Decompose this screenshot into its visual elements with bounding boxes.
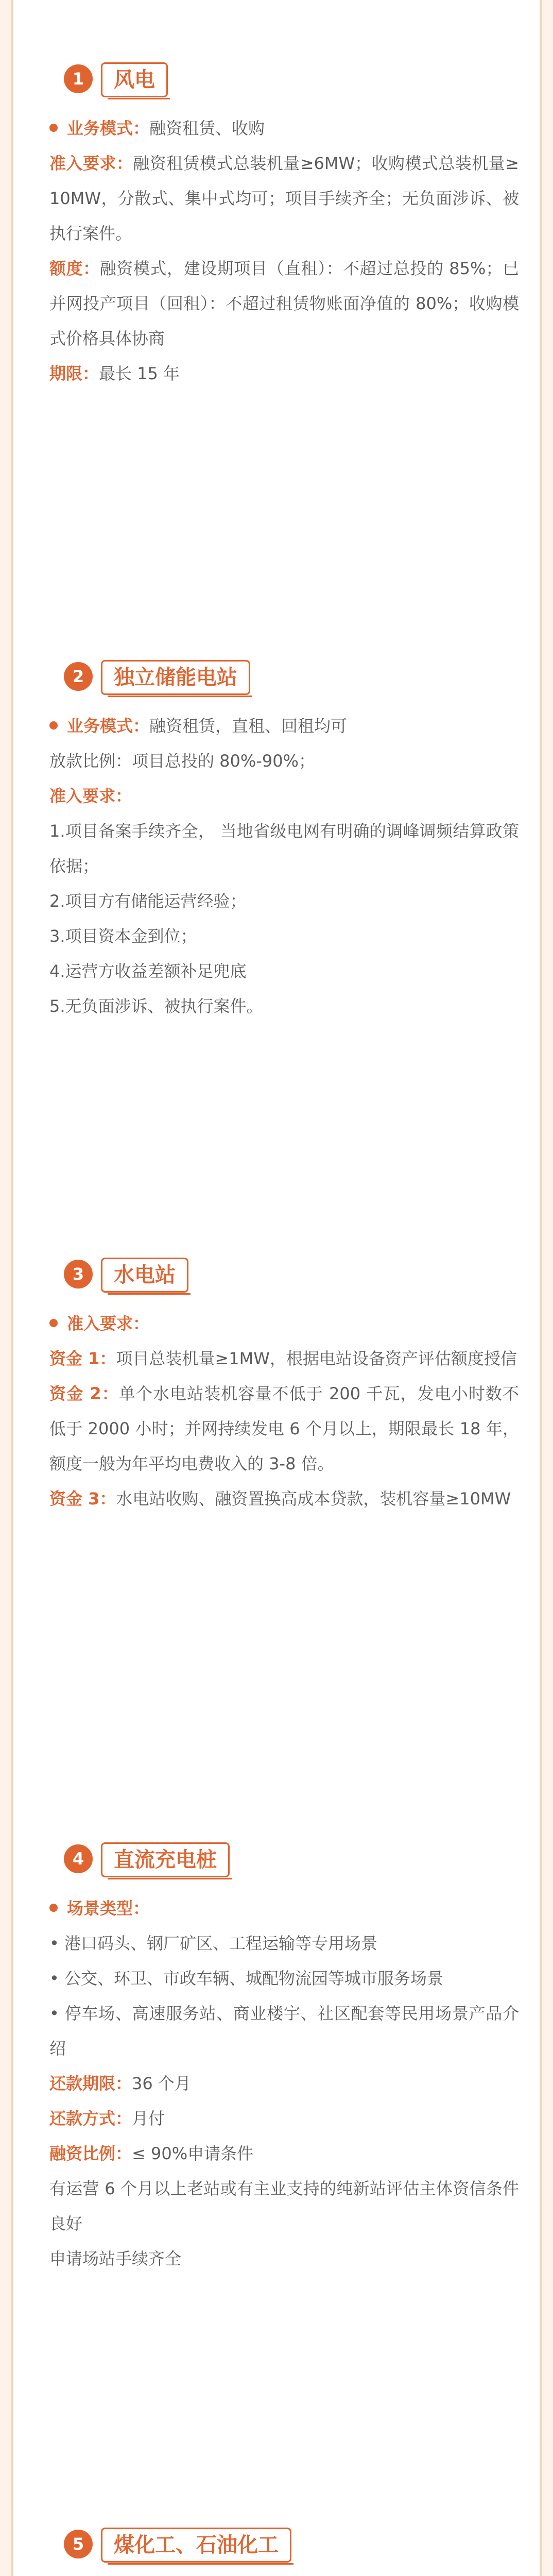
list-item: 1.项目备案手续齐全， 当地省级电网有明确的调峰调频结算政策依据； [49, 821, 519, 876]
text-business-mode: 融资租赁，直租、回租均可 [149, 716, 348, 736]
section-header [49, 59, 519, 99]
text-fund-3: 水电站收购、融资置换高成本贷款，装机容量≥10MW [116, 1489, 511, 1509]
list-item: • 停车场、高速服务站、商业楼宇、社区配套等民用场景产品介绍 [49, 2004, 519, 2058]
section-number-badge: 5 [64, 2530, 93, 2558]
content-card [11, 0, 542, 2576]
section-chemical [49, 2524, 519, 2565]
bullet-dot-icon [49, 124, 58, 132]
text-business-mode: 融资租赁、收购 [149, 118, 265, 138]
section-wind-power [49, 59, 519, 383]
label-term: 期限： [49, 364, 99, 383]
text-repay-term: 36 个月 [132, 2074, 191, 2093]
section-dc-charging [49, 1839, 519, 2268]
label-repay-term: 还款期限： [49, 2074, 132, 2093]
label-financing-ratio: 融资比例： [49, 2144, 132, 2163]
text-requirements: 融资租赁模式总装机量≥6MW；收购模式总装机量≥ 10MW，分散式、集中式均可；项目手续齐全；无负面涉诉、被执行案件。 [49, 154, 519, 243]
label-requirements: 准入要求： [67, 1314, 150, 1333]
section-body [49, 1891, 519, 2276]
section-title: 风电 [101, 62, 168, 97]
section-number-badge: 1 [64, 64, 93, 93]
section-title: 水电站 [101, 1258, 188, 1293]
bullet-dot-icon [49, 1319, 58, 1327]
section-header [49, 1255, 519, 1295]
bullet-dot-icon [49, 1904, 58, 1912]
section-number-badge: 4 [64, 1844, 93, 1873]
section-body [49, 111, 519, 391]
section-header [49, 1839, 519, 1879]
label-repay-method: 还款方式： [49, 2109, 132, 2128]
section-number-badge: 3 [64, 1260, 93, 1289]
section-title: 独立储能电站 [101, 660, 250, 695]
label-fund-2: 资金 2： [49, 1384, 119, 1403]
list-item: • 公交、环卫、市政车辆、城配物流园等城市服务场景 [49, 1969, 444, 1988]
text-financing-ratio: ≤ 90%申请条件 [132, 2144, 254, 2163]
label-fund-1: 资金 1： [49, 1349, 116, 1368]
text-fund-2: 单个水电站装机容量不低于 200 千瓦，发电小时数不低于 2000 小时；并网持续发电 6 个月以上，期限最长 18 年，额度一般为年平均电费收入的 3-8 倍。 [49, 1384, 519, 1473]
label-requirements: 准入要求： [49, 786, 132, 806]
section-title: 煤化工、石油化工 [101, 2528, 291, 2563]
text-repay-method: 月付 [132, 2109, 165, 2128]
text-fund-1: 项目总装机量≥1MW，根据电站设备资产评估额度授信 [116, 1349, 517, 1368]
section-energy-storage [49, 657, 519, 1016]
section-body [49, 1306, 519, 1516]
section-header [49, 657, 519, 697]
list-item: • 港口码头、钢厂矿区、工程运输等专用场景 [49, 1934, 378, 1953]
section-hydropower [49, 1255, 519, 1509]
label-scenarios: 场景类型： [67, 1899, 150, 1918]
label-business-mode: 业务模式： [67, 716, 150, 736]
label-fund-3: 资金 3： [49, 1489, 116, 1509]
list-item: 2.项目方有储能运营经验； [49, 891, 247, 911]
text-amount: 融资模式，建设期项目（直租）：不超过总投的 85%；已并网投产项目（回租）：不超过租赁物账面净值的 80%；收购模式价格具体协商 [49, 259, 519, 348]
list-item: 5.无负面涉诉、被执行案件。 [49, 996, 263, 1016]
text-site-docs: 申请场站手续齐全 [49, 2249, 182, 2268]
label-business-mode: 业务模式： [67, 118, 150, 138]
label-amount: 额度： [49, 259, 100, 278]
text-conditions: 有运营 6 个月以上老站或有主业支持的纯新站评估主体资信条件良好 [49, 2179, 519, 2233]
bullet-dot-icon [49, 721, 58, 730]
label-requirements: 准入要求： [49, 154, 133, 173]
text-loan-ratio: 放款比例：项目总投的 80%-90%； [49, 751, 315, 771]
section-header [49, 2524, 519, 2565]
list-item: 4.运营方收益差额补足兜底 [49, 961, 247, 981]
section-title: 直流充电桩 [101, 1842, 230, 1877]
text-term: 最长 15 年 [99, 364, 180, 383]
section-body [49, 708, 519, 1024]
list-item: 3.项目资本金到位； [49, 926, 197, 946]
section-number-badge: 2 [64, 662, 93, 691]
